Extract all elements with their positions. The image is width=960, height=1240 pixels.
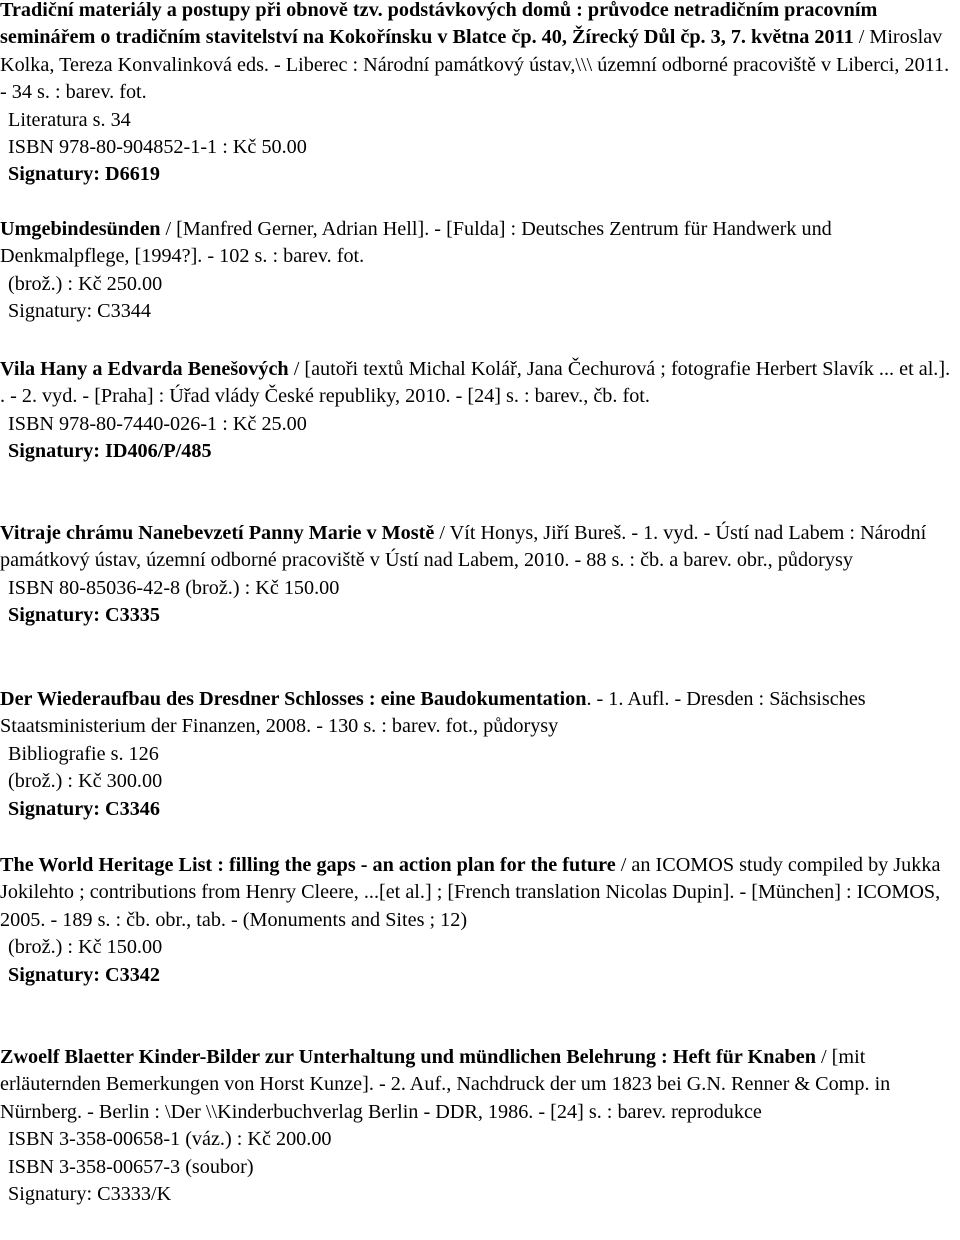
entry-details: / Miroslav Kolka, Tereza Konvalinková eds. - Liberec : Národní památkový ústav,\\\ územní odborné pracoviště v Liberci, 2011. - 34 s. : barev. fot.: [0, 26, 950, 104]
entry-description: [0, 1044, 956, 1126]
catalog-entry: [0, 686, 956, 823]
entry-signature: Signatury: C3333/K: [8, 1183, 172, 1206]
entry-title: Der Wiederaufbau des Dresdner Schlosses : eine Baudokumentation: [0, 688, 587, 710]
entry-isbn: ISBN 978-80-7440-026-1 : Kč 25.00: [8, 412, 307, 435]
entry-description: [0, 356, 956, 411]
catalog-entry: [0, 520, 956, 630]
entry-title: Tradiční materiály a postupy při obnově tzv. podstávkových domů : průvodce netradičním pracovním seminářem o tradičním stavitelství na Kokořínsku v Blatce čp. 40, Žírecký Důl čp. 3, 7. května 2011: [0, 0, 878, 49]
entry-note: Bibliografie s. 126: [8, 742, 159, 765]
entry-title: Umgebindesünden: [0, 218, 161, 240]
entry-description: [0, 686, 956, 741]
entry-signature: Signatury: C3346: [8, 797, 160, 820]
entry-description: [0, 0, 956, 107]
entry-signature: Signatury: D6619: [8, 163, 160, 186]
entry-details: / [mit erläuternden Bemerkungen von Horst Kunze]. - 2. Auf., Nachdruck der um 1823 bei G.N. Renner & Comp. in Nürnberg. - Berlin : \Der \\Kinderbuchverlag Berlin - DDR, 1986. - [24] s. : barev. reprodukce: [0, 1046, 891, 1123]
entry-price: (brož.) : Kč 250.00: [8, 272, 163, 295]
entry-details: / [autoři textů Michal Kolář, Jana Čechurová ; fotografie Herbert Slavík ... et al.]. . - 2. vyd. - [Praha] : Úřad vlády České republiky, 2010. - [24] s. : barev., čb. fot.: [0, 358, 951, 408]
catalog-entry: [0, 216, 956, 326]
entry-title: Vila Hany a Edvarda Benešových: [0, 358, 289, 380]
catalog-entry: [0, 0, 956, 189]
catalog-entry: [0, 1044, 956, 1208]
entry-title: Zwoelf Blaetter Kinder-Bilder zur Unterhaltung und mündlichen Belehrung : Heft für Knaben: [0, 1046, 816, 1068]
entry-isbn: ISBN 978-80-904852-1-1 : Kč 50.00: [8, 136, 307, 159]
entry-details: / [Manfred Gerner, Adrian Hell]. - [Fulda] : Deutsches Zentrum für Handwerk und Denkmalpflege, [1994?]. - 102 s. : barev. fot.: [0, 218, 832, 268]
catalog-entry: [0, 852, 956, 989]
entry-signature: Signatury: C3342: [8, 963, 160, 986]
entry-details: / Vít Honys, Jiří Bureš. - 1. vyd. - Ústí nad Labem : Národní památkový ústav, územní odborné pracoviště v Ústí nad Labem, 2010. - 88 s. : čb. a barev. obr., půdorysy: [0, 522, 927, 572]
entry-description: [0, 520, 956, 575]
entry-isbn: ISBN 3-358-00658-1 (váz.) : Kč 200.00: [8, 1128, 332, 1151]
entry-price: (brož.) : Kč 300.00: [8, 770, 163, 793]
entry-isbn: ISBN 3-358-00657-3 (soubor): [8, 1155, 254, 1178]
entry-note: Literatura s. 34: [8, 108, 131, 131]
entry-signature: Signatury: ID406/P/485: [8, 440, 212, 463]
entry-isbn: ISBN 80-85036-42-8 (brož.) : Kč 150.00: [8, 576, 340, 599]
entry-details: . - 1. Aufl. - Dresden : Sächsisches Staatsministerium der Finanzen, 2008. - 130 s. : barev. fot., půdorysy: [0, 688, 866, 738]
entry-description: [0, 852, 956, 934]
entry-title: The World Heritage List : filling the gaps - an action plan for the future: [0, 854, 616, 876]
entry-title: Vitraje chrámu Nanebevzetí Panny Marie v Mostě: [0, 522, 435, 544]
entry-signature: Signatury: C3335: [8, 604, 160, 627]
catalog-entry: [0, 356, 956, 466]
entry-description: [0, 216, 956, 271]
entry-price: (brož.) : Kč 150.00: [8, 936, 163, 959]
entry-signature: Signatury: C3344: [8, 300, 151, 323]
entry-details: / an ICOMOS study compiled by Jukka Jokilehto ; contributions from Henry Cleere, ...[et al.] ; [French translation Nicolas Dupin]. - [München] : ICOMOS, 2005. - 189 s. : čb. obr., tab. - (Monuments and Sites ; 12): [0, 854, 941, 931]
